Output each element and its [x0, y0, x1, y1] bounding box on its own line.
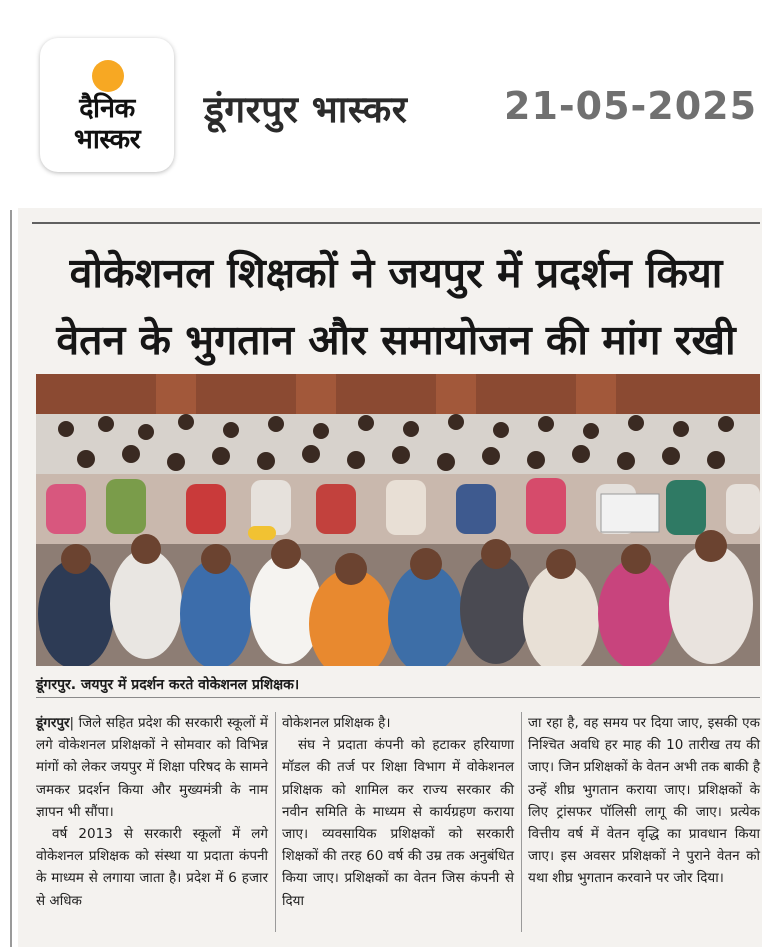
- edition-date: 21-05-2025: [504, 84, 758, 128]
- article-paragraph: संघ ने प्रदाता कंपनी को हटाकर हरियाणा मॉडल की तर्ज पर शिक्षा विभाग में वोकेशनल प्रशिक्षक को शामिल कर राज्य सरकार की नवीन समिति के माध्यम से कार्यग्रहण कराया जाए। व्यवसायिक प्रशिक्षकों को सरकारी शिक्षकों की तरह 60 वर्ष की उम्र तक अनुबंधित किया जाए। प्रशिक्षकों का वेतन जिस कंपनी से दिया: [282, 737, 514, 909]
- clipping-top-rule: [32, 222, 760, 224]
- column-divider: [275, 712, 276, 932]
- clipping-left-border: [10, 210, 12, 947]
- logo-text-line1: दैनिक: [79, 93, 135, 124]
- article-paragraph: जा रहा है, वह समय पर दिया जाए, इसकी एक निश्चित अवधि हर माह की 10 तारीख तय की जाए। जिन प्रशिक्षकों के वेतन अभी तक बाकी है उन्हें शीघ्र भुगतान कराया जाए। प्रशिक्षकों के लिए ट्रांसफर पॉलिसी लागू की जाए। प्रत्येक वित्तीय वर्ष में वेतन वृद्धि का प्रावधान किया जाए। इस अवसर प्रशिक्षकों ने पुराने वेतन को यथा शीघ्र भुगतान करवाने पर जोर दिया।: [528, 715, 760, 887]
- dainik-bhaskar-logo: [40, 38, 174, 172]
- headline-line-2: वेतन के भुगतान और समायोजन की मांग रखी: [56, 316, 736, 364]
- article-paragraph: वोकेशनल प्रशिक्षक है।: [282, 715, 391, 731]
- article-paragraph: वर्ष 2013 से सरकारी स्कूलों में लगे वोकेशनल प्रशिक्षक को संस्था या प्रदाता कंपनी के माध्यम से लगाया जाता है। प्रदेश में 6 हजार से अधिक: [36, 826, 268, 909]
- article-column-3: [528, 712, 760, 890]
- protest-photo: [36, 374, 760, 666]
- article-dateline: डूंगरपुर: [36, 715, 70, 731]
- article-column-1: [36, 712, 268, 912]
- photo-caption: डूंगरपुर. जयपुर में प्रदर्शन करते वोकेशनल प्रशिक्षक।: [36, 677, 300, 693]
- logo-text-line2: भास्कर: [73, 124, 141, 155]
- edition-name: डूंगरपुर भास्कर: [204, 88, 408, 131]
- article-paragraph: | जिले सहित प्रदेश की सरकारी स्कूलों में लगे वोकेशनल प्रशिक्षकों ने सोमवार को विभिन्न मांगों को लेकर जयपुर में शिक्षा परिषद के सामने जमकर प्रदर्शन किया और मुख्यमंत्री के नाम ज्ञापन भी सौंपा।: [36, 715, 268, 820]
- caption-divider: [36, 697, 760, 698]
- sun-logo-icon: [92, 60, 124, 92]
- article-column-2: [282, 712, 514, 912]
- headline-line-1: वोकेशनल शिक्षकों ने जयपुर में प्रदर्शन किया: [69, 249, 723, 297]
- column-divider: [521, 712, 522, 932]
- protest-crowd-illustration: [36, 374, 760, 666]
